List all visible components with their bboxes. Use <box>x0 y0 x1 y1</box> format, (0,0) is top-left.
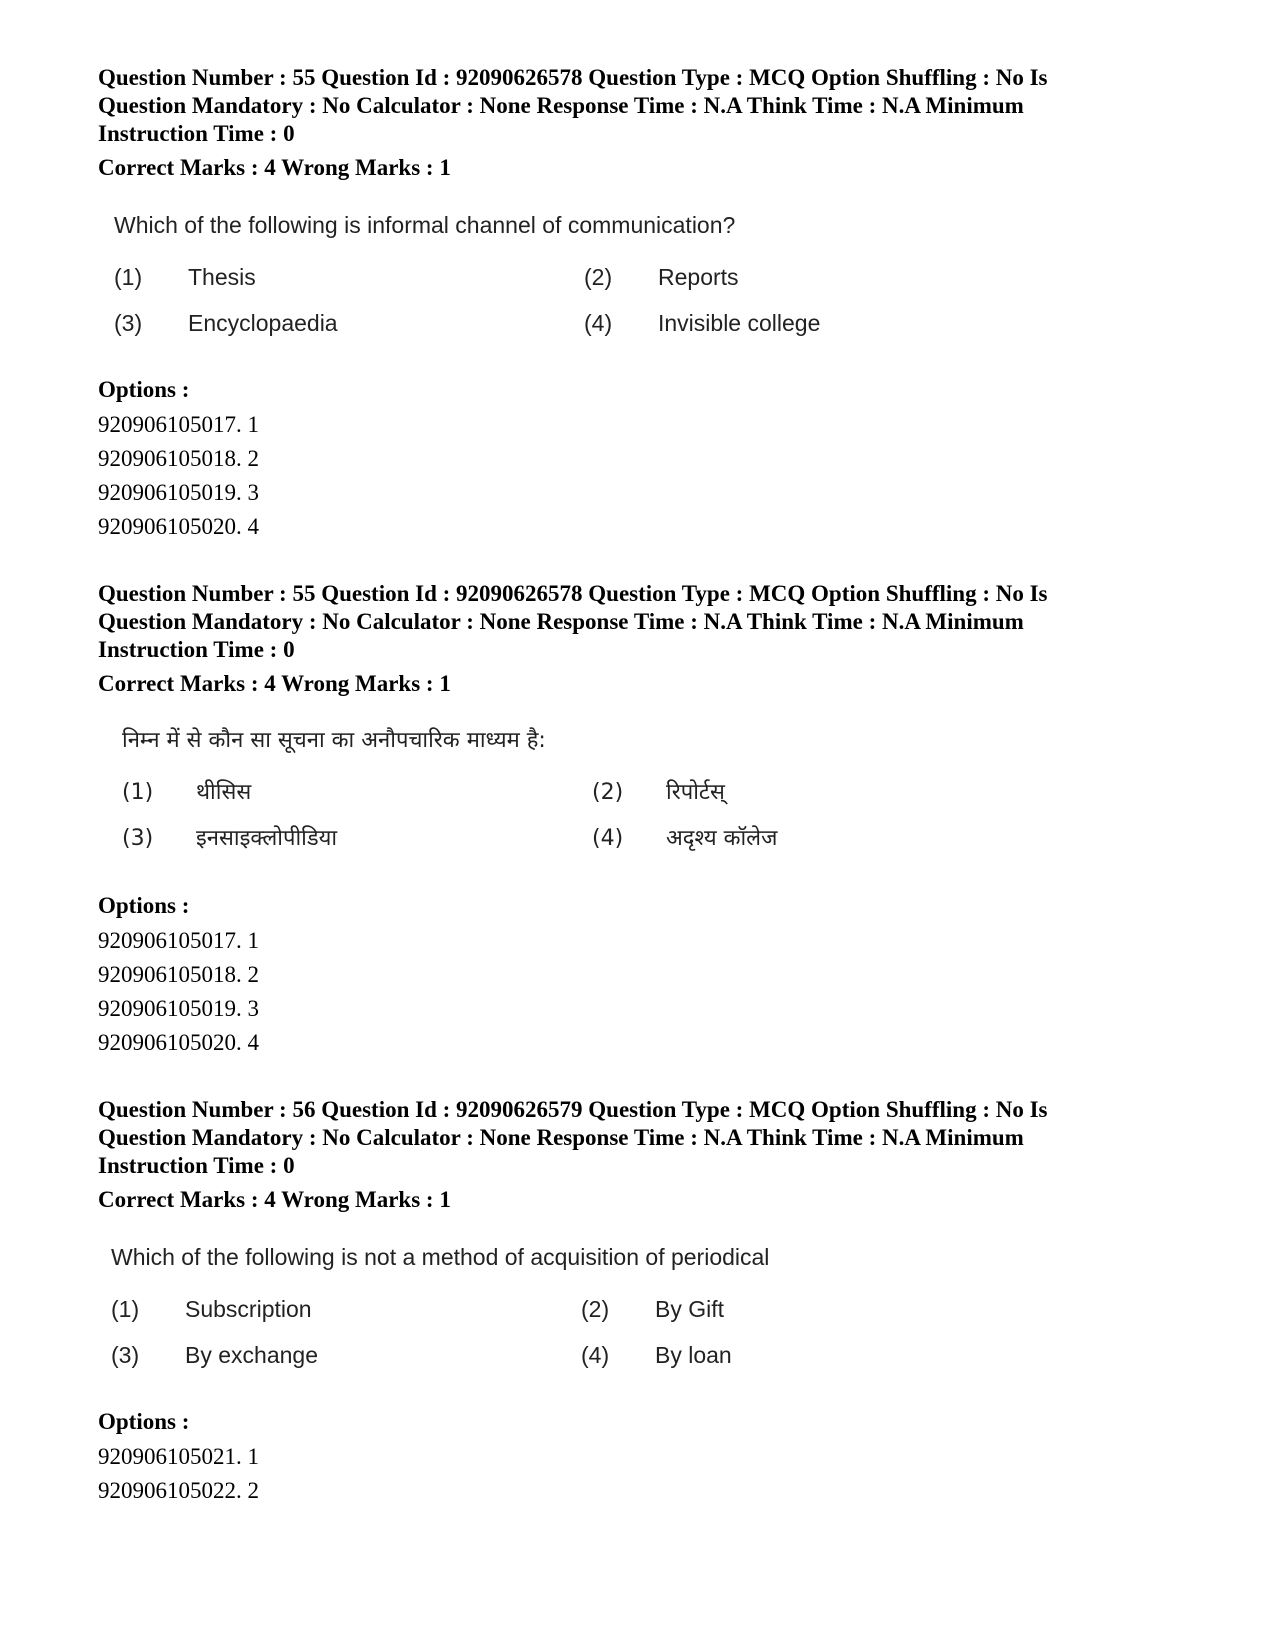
option-id-line: 920906105018. 2 <box>98 962 259 987</box>
option-id-line: 920906105019. 3 <box>98 996 259 1021</box>
question-meta-line: Question Mandatory : No Calculator : None Response Time : N.A Think Time : N.A Minimum <box>98 93 1024 118</box>
choice-number: (2) <box>592 780 624 805</box>
question-text: Which of the following is not a method of acquisition of periodical <box>111 1244 770 1270</box>
choice-text: Invisible college <box>658 310 821 336</box>
options-heading: Options : <box>98 1409 190 1434</box>
choice-text: अदृश्य कॉलेज <box>666 826 778 851</box>
option-id-line: 920906105022. 2 <box>98 1478 259 1503</box>
options-heading: Options : <box>98 893 190 918</box>
answer-choice <box>584 262 1054 292</box>
answer-choice <box>114 262 584 292</box>
choice-number: (4) <box>584 310 613 336</box>
choice-number: (3) <box>111 1342 140 1368</box>
choice-text: रिपोर्टस् <box>666 780 725 805</box>
choice-number: (4) <box>581 1342 610 1368</box>
option-id-line: 920906105018. 2 <box>98 446 259 471</box>
answer-choice <box>111 1340 581 1370</box>
choice-text: Reports <box>658 264 739 290</box>
choice-number: (2) <box>581 1296 610 1322</box>
question-meta-line: Instruction Time : 0 <box>98 637 295 662</box>
answer-choices <box>111 1294 1178 1370</box>
choice-text: By exchange <box>185 1342 318 1368</box>
answer-choices <box>114 262 1178 338</box>
question-block <box>98 1096 1178 1508</box>
choice-number: (1) <box>114 264 143 290</box>
answer-choice <box>122 824 592 854</box>
option-id-line: 920906105017. 1 <box>98 412 259 437</box>
choice-text: इनसाइक्लोपीडिया <box>196 826 338 851</box>
option-id-line: 920906105017. 1 <box>98 928 259 953</box>
choice-text: Subscription <box>185 1296 312 1322</box>
question-meta-line: Question Number : 55 Question Id : 92090626578 Question Type : MCQ Option Shuffling : No Is <box>98 581 1048 606</box>
question-meta-line: Instruction Time : 0 <box>98 121 295 146</box>
answer-choice <box>592 824 1062 854</box>
marks-line: Correct Marks : 4 Wrong Marks : 1 <box>98 1187 451 1212</box>
choice-text: By loan <box>655 1342 732 1368</box>
answer-choice <box>114 308 584 338</box>
marks-line: Correct Marks : 4 Wrong Marks : 1 <box>98 671 451 696</box>
option-id-line: 920906105021. 1 <box>98 1444 259 1469</box>
question-block <box>98 64 1178 544</box>
question-text: Which of the following is informal channel of communication? <box>114 212 736 238</box>
choice-number: (3) <box>122 826 154 851</box>
option-id-line: 920906105020. 4 <box>98 514 259 539</box>
choice-text: थीसिस <box>196 780 252 805</box>
choice-number: (4) <box>592 826 624 851</box>
choice-number: (1) <box>122 780 154 805</box>
question-meta-line: Question Mandatory : No Calculator : None Response Time : N.A Think Time : N.A Minimum <box>98 609 1024 634</box>
answer-choices <box>122 778 1178 854</box>
option-id-line: 920906105020. 4 <box>98 1030 259 1055</box>
answer-choice <box>111 1294 581 1324</box>
question-block <box>98 580 1178 1060</box>
question-meta-line: Instruction Time : 0 <box>98 1153 295 1178</box>
question-meta-line: Question Number : 56 Question Id : 92090626579 Question Type : MCQ Option Shuffling : No Is <box>98 1097 1048 1122</box>
marks-line: Correct Marks : 4 Wrong Marks : 1 <box>98 155 451 180</box>
answer-choice <box>581 1340 1051 1370</box>
question-meta-line: Question Number : 55 Question Id : 92090626578 Question Type : MCQ Option Shuffling : No Is <box>98 65 1048 90</box>
question-text: निम्न में से कौन सा सूचना का अनौपचारिक माध्यम है: <box>122 728 546 753</box>
choice-number: (3) <box>114 310 143 336</box>
choice-text: Thesis <box>188 264 256 290</box>
options-heading: Options : <box>98 377 190 402</box>
choice-number: (1) <box>111 1296 140 1322</box>
answer-choice <box>581 1294 1051 1324</box>
choice-number: (2) <box>584 264 613 290</box>
answer-choice <box>592 778 1062 808</box>
answer-choice <box>122 778 592 808</box>
choice-text: By Gift <box>655 1296 725 1322</box>
option-id-line: 920906105019. 3 <box>98 480 259 505</box>
choice-text: Encyclopaedia <box>188 310 338 336</box>
answer-choice <box>584 308 1054 338</box>
question-meta-line: Question Mandatory : No Calculator : None Response Time : N.A Think Time : N.A Minimum <box>98 1125 1024 1150</box>
